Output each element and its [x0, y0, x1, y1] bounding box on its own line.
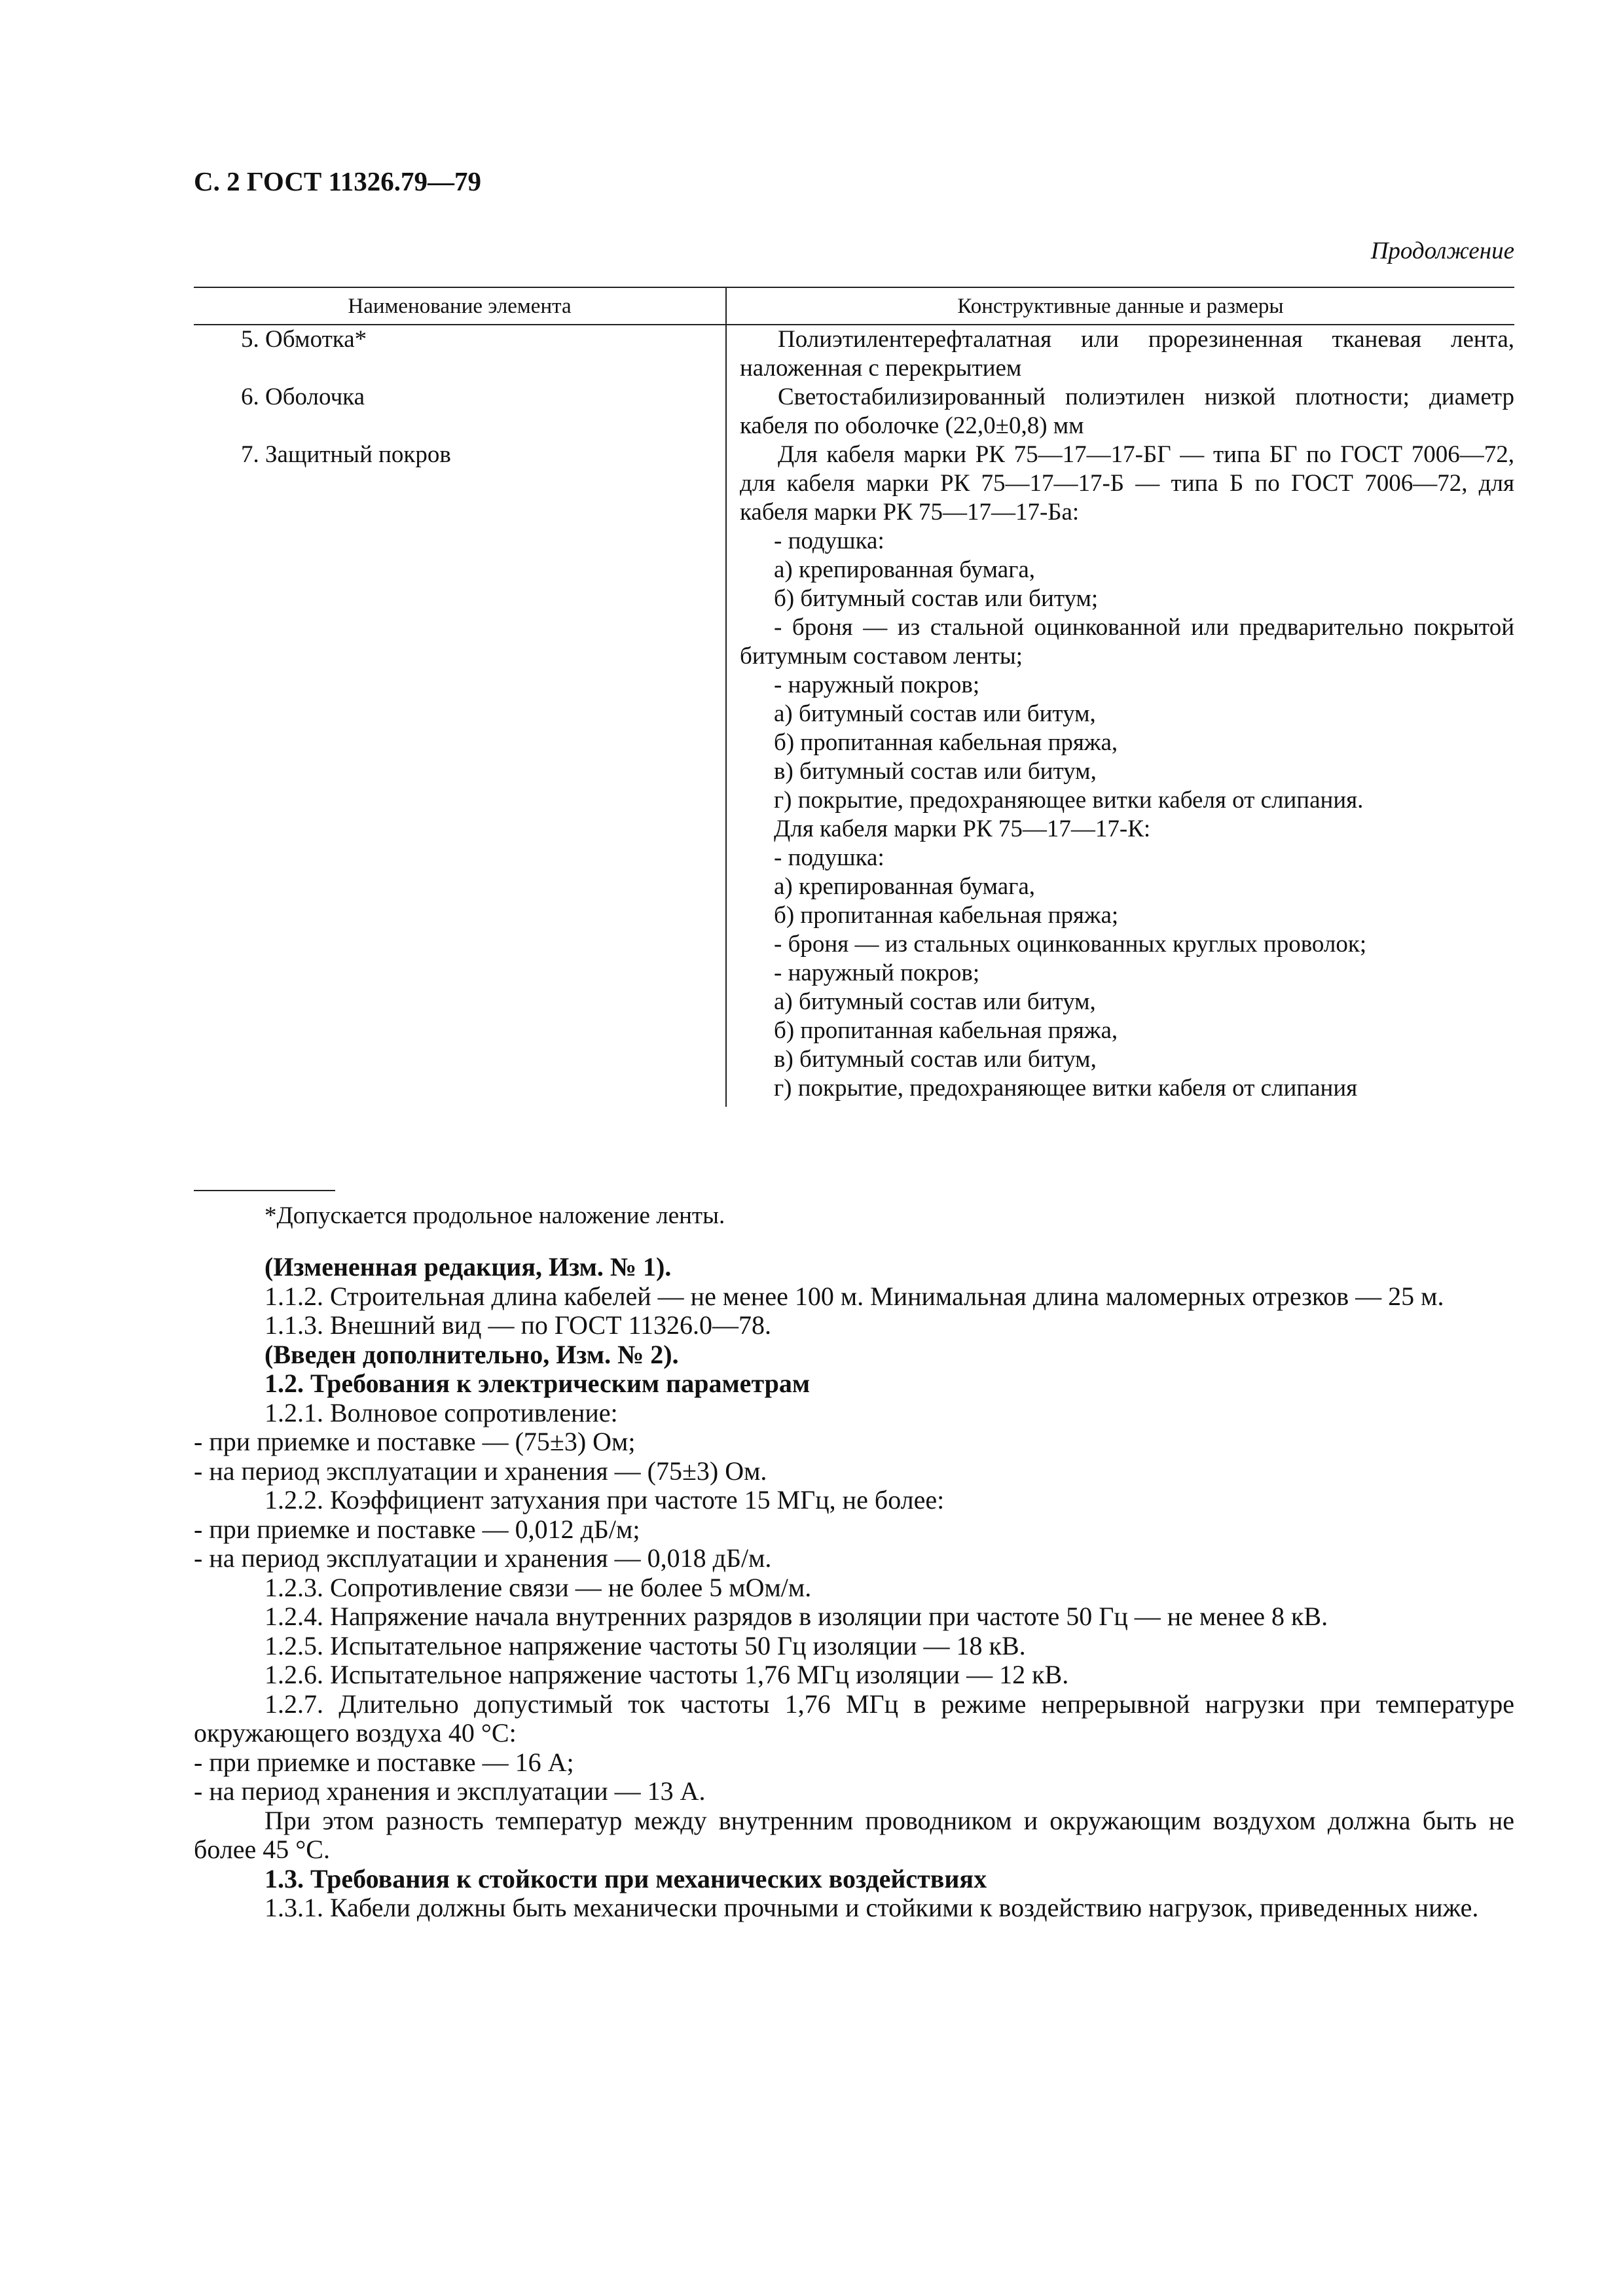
column-header-element-name: Наименование элемента	[194, 287, 726, 325]
paragraph: 1.2.4. Напряжение начала внутренних разрядов в изоляции при частоте 50 Гц — не менее 8 кВ.	[264, 1602, 1328, 1631]
paragraph: При этом разность температур между внутренним проводником и окружающим воздухом должна быть не более 45 °С.	[194, 1805, 1514, 1864]
document-body	[194, 1253, 1514, 1923]
element-data-line: б) пропитанная кабельная пряжа;	[774, 902, 1119, 929]
table-row	[194, 325, 1514, 383]
list-item: - на период эксплуатации и хранения — (75±3) Ом.	[194, 1456, 767, 1486]
element-name: 5. Обмотка*	[241, 326, 367, 353]
construction-table	[194, 287, 1514, 1107]
footnote-separator	[194, 1190, 335, 1191]
paragraph: 1.2.5. Испытательное напряжение частоты 50 Гц изоляции — 18 кВ.	[264, 1630, 1026, 1660]
element-data-line: г) покрытие, предохраняющее витки кабеля от слипания.	[774, 787, 1364, 814]
page-header: С. 2 ГОСТ 11326.79—79	[194, 166, 482, 196]
element-data-line: б) битумный состав или битум;	[774, 585, 1099, 612]
amendment-note: (Измененная редакция, Изм. № 1).	[264, 1252, 672, 1282]
paragraph: 1.2.7. Длительно допустимый ток частоты 1,76 МГц в режиме непрерывной нагрузки при температуре окружающего воздуха 40 °С:	[194, 1689, 1514, 1748]
paragraph: 1.3.1. Кабели должны быть механически прочными и стойкими к воздействию нагрузок, приведенных ниже.	[264, 1893, 1479, 1922]
element-name-cell	[194, 325, 726, 383]
amendment-note: (Введен дополнительно, Изм. № 2).	[264, 1339, 679, 1369]
section-heading: 1.2. Требования к электрическим параметрам	[264, 1369, 811, 1398]
element-data-line: а) крепированная бумага,	[774, 873, 1036, 900]
section-heading: 1.3. Требования к стойкости при механических воздействиях	[264, 1863, 987, 1893]
list-item: - при приемке и поставке — 0,012 дБ/м;	[194, 1514, 640, 1544]
element-data-line: а) битумный состав или битум,	[774, 700, 1096, 727]
element-data-line: - наружный покров;	[774, 960, 980, 986]
element-data-line: Светостабилизированный полиэтилен низкой плотности; диаметр кабеля по оболочке (22,0±0,8) мм	[740, 384, 1514, 439]
element-data-line: а) крепированная бумага,	[774, 556, 1036, 583]
list-item: - при приемке и поставке — (75±3) Ом;	[194, 1427, 636, 1456]
element-name: 7. Защитный покров	[241, 441, 451, 468]
footnote: *Допускается продольное наложение ленты.	[264, 1202, 725, 1229]
element-data-cell	[726, 440, 1514, 1107]
element-data-line: в) битумный состав или битум,	[774, 758, 1097, 785]
element-data-line: Полиэтилентерефталатная или прорезиненная тканевая лента, наложенная с перекрытием	[740, 326, 1514, 382]
paragraph: 1.2.1. Волновое сопротивление:	[264, 1397, 618, 1427]
column-header-construction-data: Конструктивные данные и размеры	[726, 287, 1514, 325]
list-item: - на период хранения и эксплуатации — 13 А.	[194, 1776, 706, 1806]
element-data-line: а) битумный состав или битум,	[774, 988, 1096, 1015]
element-data-line: г) покрытие, предохраняющее витки кабеля от слипания	[774, 1075, 1358, 1102]
element-name: 6. Оболочка	[241, 384, 365, 410]
element-data-line: - броня — из стальных оцинкованных круглых проволок;	[774, 931, 1367, 958]
list-item: - при приемке и поставке — 16 А;	[194, 1747, 574, 1777]
table-continuation-label: Продолжение	[1370, 238, 1514, 264]
paragraph: 1.1.2. Строительная длина кабелей — не менее 100 м. Минимальная длина маломерных отрезков — 25 м.	[264, 1281, 1444, 1311]
paragraph: 1.2.3. Сопротивление связи — не более 5 мОм/м.	[264, 1572, 812, 1602]
element-data-line: Для кабеля марки РК 75—17—17-К:	[774, 816, 1151, 842]
element-data-line: в) битумный состав или битум,	[774, 1046, 1097, 1073]
element-data-line: б) пропитанная кабельная пряжа,	[774, 729, 1118, 756]
element-data-cell	[726, 325, 1514, 383]
paragraph: 1.2.2. Коэффициент затухания при частоте 15 МГц, не более:	[264, 1485, 945, 1515]
paragraph: 1.1.3. Внешний вид — по ГОСТ 11326.0—78.	[264, 1310, 772, 1340]
table-row	[194, 383, 1514, 440]
list-item: - на период эксплуатации и хранения — 0,018 дБ/м.	[194, 1543, 772, 1573]
element-data-line: - наружный покров;	[774, 672, 980, 698]
element-data-line: Для кабеля марки РК 75—17—17-БГ — типа БГ по ГОСТ 7006—72, для кабеля марки РК 75—17—17-Б — типа Б по ГОСТ 7006—72, для кабеля марки РК 75—17—17-Ба:	[740, 441, 1514, 526]
table-row	[194, 440, 1514, 1107]
element-data-line: - броня — из стальной оцинкованной или предварительно покрытой битумным составом ленты;	[740, 614, 1514, 670]
paragraph: 1.2.6. Испытательное напряжение частоты 1,76 МГц изоляции — 12 кВ.	[264, 1660, 1069, 1689]
table-header-row	[194, 287, 1514, 325]
element-data-line: б) пропитанная кабельная пряжа,	[774, 1017, 1118, 1044]
element-data-line: - подушка:	[774, 528, 884, 554]
element-data-cell	[726, 383, 1514, 440]
element-data-line: - подушка:	[774, 844, 884, 871]
element-name-cell	[194, 383, 726, 440]
element-name-cell	[194, 440, 726, 1107]
